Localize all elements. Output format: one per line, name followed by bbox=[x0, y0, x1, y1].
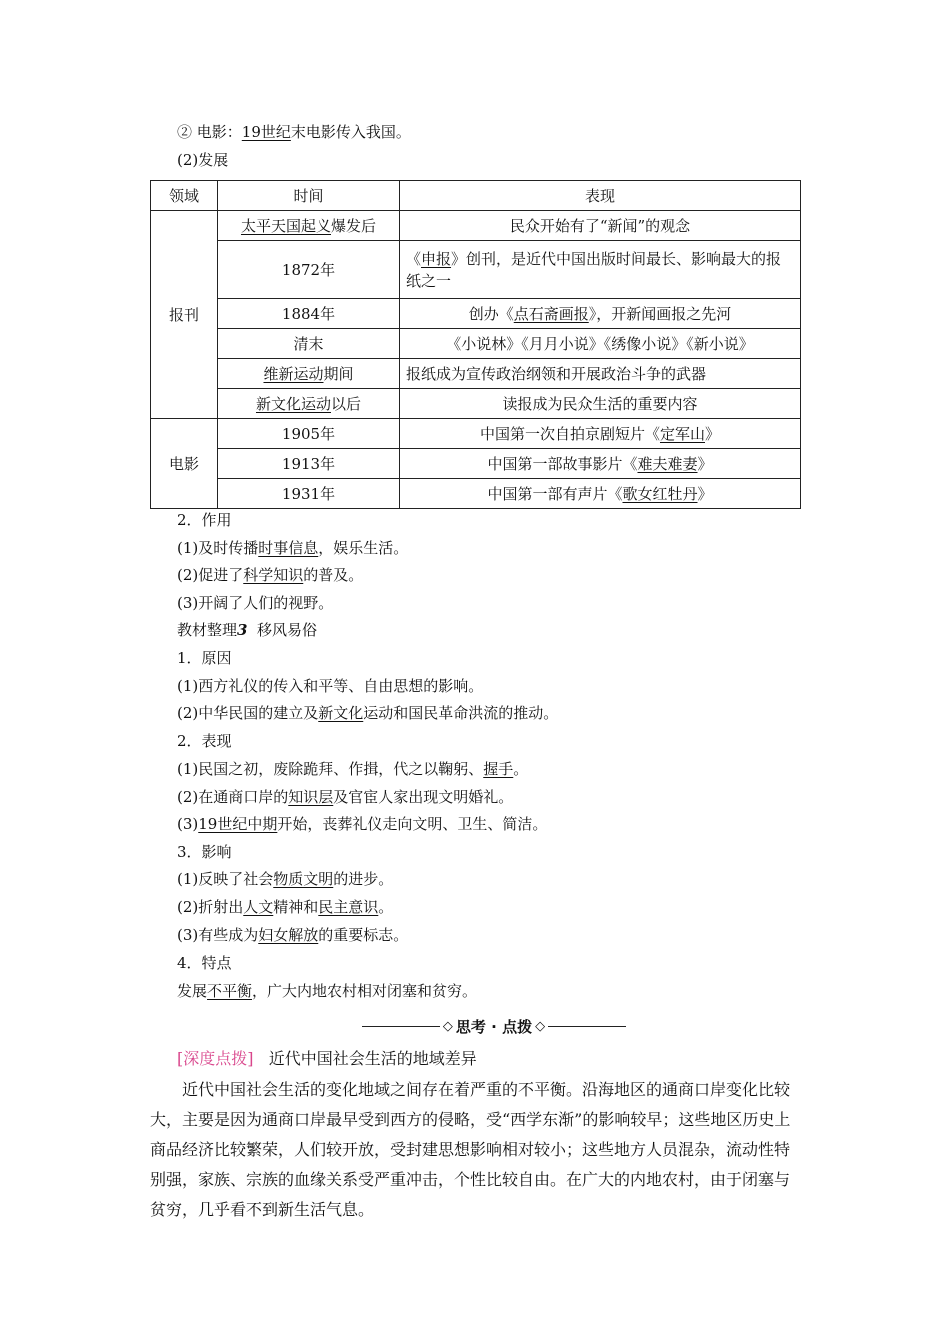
time-cell: 1884年 bbox=[218, 299, 400, 329]
divider-title: 思考 · 点拨 bbox=[455, 1017, 533, 1036]
table-row bbox=[151, 479, 801, 509]
underlined-text: 歌女红牡丹 bbox=[622, 484, 698, 503]
time-cell bbox=[218, 211, 400, 241]
text: ，娱乐生活。 bbox=[318, 539, 409, 557]
impact-line-1 bbox=[177, 868, 393, 890]
text: 开始，丧葬礼仪走向文明、卫生、简洁。 bbox=[277, 815, 548, 833]
table-row bbox=[151, 299, 801, 329]
table-row bbox=[151, 211, 801, 241]
time-cell: 1905年 bbox=[218, 419, 400, 449]
text: 》 bbox=[697, 484, 713, 503]
text: 发展 bbox=[177, 982, 208, 1000]
role-title: 2．作用 bbox=[177, 511, 232, 529]
time-cell bbox=[218, 359, 400, 389]
table-row bbox=[151, 359, 801, 389]
desc-cell bbox=[400, 241, 801, 299]
underlined-text: 物质文明 bbox=[273, 870, 334, 888]
role-line-3: (3)开阔了人们的视野。 bbox=[177, 594, 334, 612]
text: (2)促进了 bbox=[177, 566, 244, 584]
underlined-text: 人文 bbox=[243, 898, 274, 916]
table-row bbox=[151, 449, 801, 479]
underlined-text: 不平衡 bbox=[207, 982, 253, 1000]
text: 》，开新闻画报之先河 bbox=[588, 304, 732, 323]
text: 创办《 bbox=[468, 304, 514, 323]
text: (1)民国之初，废除跪拜、作揖，代之以鞠躬、 bbox=[177, 760, 484, 778]
header-field: 领域 bbox=[151, 181, 218, 211]
time-cell: 清末 bbox=[218, 329, 400, 359]
desc-cell: 读报成为民众生活的重要内容 bbox=[400, 389, 801, 419]
text: 。 bbox=[378, 898, 394, 916]
deep-heading bbox=[177, 1048, 477, 1070]
text: 中国第一部故事影片《 bbox=[487, 454, 638, 473]
text: (1)反映了社会 bbox=[177, 870, 274, 888]
category-film: 电影 bbox=[151, 419, 218, 509]
text: (2)中华民国的建立及 bbox=[177, 704, 319, 722]
cause-line-2 bbox=[177, 702, 558, 724]
deep-tag: [深度点拨] bbox=[177, 1049, 254, 1068]
time-cell: 1931年 bbox=[218, 479, 400, 509]
desc-cell: 报纸成为宣传政治纲领和开展政治斗争的武器 bbox=[400, 359, 801, 389]
desc-cell bbox=[400, 479, 801, 509]
text: (2)折射出 bbox=[177, 898, 244, 916]
underlined-text: 维新运动 bbox=[263, 364, 324, 383]
underlined-text: 19世纪 bbox=[241, 123, 291, 141]
text: (3)有些成为 bbox=[177, 926, 259, 944]
text: ② 电影： bbox=[177, 123, 242, 141]
table-header-row bbox=[151, 181, 801, 211]
text: 移风易俗 bbox=[257, 621, 318, 639]
film-intro-line bbox=[177, 121, 411, 143]
underlined-text: 妇女解放 bbox=[258, 926, 319, 944]
underlined-text: 点石斋画报 bbox=[513, 304, 589, 323]
underlined-text: 定军山 bbox=[659, 424, 705, 443]
development-title: (2)发展 bbox=[177, 151, 229, 169]
cause-title: 1．原因 bbox=[177, 649, 232, 667]
underlined-text: 19世纪中期 bbox=[198, 815, 278, 833]
text: 爆发后 bbox=[331, 216, 377, 235]
divider-line-left bbox=[362, 1026, 440, 1027]
text: 末电影传入我国。 bbox=[290, 123, 411, 141]
desc-cell bbox=[400, 419, 801, 449]
header-time: 时间 bbox=[218, 181, 400, 211]
text: 近代中国社会生活的地域差异 bbox=[268, 1049, 477, 1068]
underlined-text: 新文化运动 bbox=[255, 394, 331, 413]
underlined-text: 难夫难妻 bbox=[637, 454, 698, 473]
underlined-text: 太平天国起义 bbox=[240, 216, 331, 235]
desc-cell: 《小说林》《月月小说》《绣像小说》《新小说》 bbox=[400, 329, 801, 359]
table-row bbox=[151, 389, 801, 419]
section-3-heading bbox=[177, 619, 317, 641]
text: 期间 bbox=[323, 364, 354, 383]
underlined-text: 科学知识 bbox=[243, 566, 304, 584]
text: 》 bbox=[697, 454, 713, 473]
text: (3) bbox=[177, 815, 199, 833]
text: 中国第一次自拍京剧短片《 bbox=[479, 424, 660, 443]
text: 的普及。 bbox=[303, 566, 364, 584]
development-table bbox=[150, 180, 801, 509]
role-line-2 bbox=[177, 564, 363, 586]
feature-title: 4．特点 bbox=[177, 954, 232, 972]
text: 的重要标志。 bbox=[318, 926, 409, 944]
underlined-text: 申报 bbox=[421, 249, 452, 268]
impact-line-3 bbox=[177, 924, 408, 946]
time-cell bbox=[218, 389, 400, 419]
desc-cell bbox=[400, 299, 801, 329]
text: 民众开始有了“新闻”的观念 bbox=[509, 216, 691, 235]
text: 《 bbox=[406, 249, 422, 268]
body-paragraph: 近代中国社会生活的变化地域之间存在着严重的不平衡。沿海地区的通商口岸变化比较大，主要是因为通商口岸最早受到西方的侵略，受“西学东渐”的影响较早；这些地区历史上商品经济比较繁荣，人们较开放，受封建思想影响相对较小；这些地方人员混杂，流动性特别强，家族、宗族的血缘关系受严重冲击，个性比较自由。在广大的内地农村，由于闭塞与贫穷，几乎看不到新生活气息。 bbox=[150, 1080, 791, 1219]
text: 及官宦人家出现文明婚礼。 bbox=[333, 788, 514, 806]
table-row bbox=[151, 241, 801, 299]
diamond-icon: ◇ bbox=[442, 1018, 453, 1034]
text: 》 bbox=[705, 424, 721, 443]
text: 。 bbox=[513, 760, 529, 778]
show-line-3 bbox=[177, 813, 547, 835]
time-cell: 1913年 bbox=[218, 449, 400, 479]
think-divider bbox=[362, 1015, 626, 1037]
show-line-1 bbox=[177, 758, 528, 780]
text: (1)及时传播 bbox=[177, 539, 259, 557]
show-line-2 bbox=[177, 786, 513, 808]
text: 以后 bbox=[331, 394, 362, 413]
desc-cell bbox=[400, 211, 801, 241]
text: 精神和 bbox=[273, 898, 319, 916]
table-row bbox=[151, 329, 801, 359]
diamond-icon: ◇ bbox=[535, 1018, 546, 1034]
text: 中国第一部有声片《 bbox=[487, 484, 623, 503]
desc-cell bbox=[400, 449, 801, 479]
impact-line-2 bbox=[177, 896, 393, 918]
category-press: 报刊 bbox=[151, 211, 218, 419]
feature-line-1 bbox=[177, 980, 477, 1002]
underlined-text: 知识层 bbox=[288, 788, 334, 806]
underlined-text: 时事信息 bbox=[258, 539, 319, 557]
impact-title: 3．影响 bbox=[177, 843, 232, 861]
time-cell: 1872年 bbox=[218, 241, 400, 299]
text: 运动和国民革命洪流的推动。 bbox=[363, 704, 559, 722]
text: ，广大内地农村相对闭塞和贫穷。 bbox=[252, 982, 478, 1000]
table-row bbox=[151, 419, 801, 449]
section-number: 3 bbox=[237, 621, 248, 639]
text: (2)在通商口岸的 bbox=[177, 788, 289, 806]
cause-line-1: (1)西方礼仪的传入和平等、自由思想的影响。 bbox=[177, 677, 484, 695]
role-line-1 bbox=[177, 537, 408, 559]
header-performance: 表现 bbox=[400, 181, 801, 211]
show-title: 2．表现 bbox=[177, 732, 232, 750]
underlined-text: 新文化 bbox=[318, 704, 364, 722]
divider-line-right bbox=[548, 1026, 626, 1027]
underlined-text: 握手 bbox=[483, 760, 514, 778]
text: 》创刊，是近代中国出版时间最长、影响最大的报纸之一 bbox=[406, 249, 782, 290]
text: 教材整理 bbox=[177, 621, 238, 639]
text: 的进步。 bbox=[333, 870, 394, 888]
underlined-text: 民主意识 bbox=[318, 898, 379, 916]
